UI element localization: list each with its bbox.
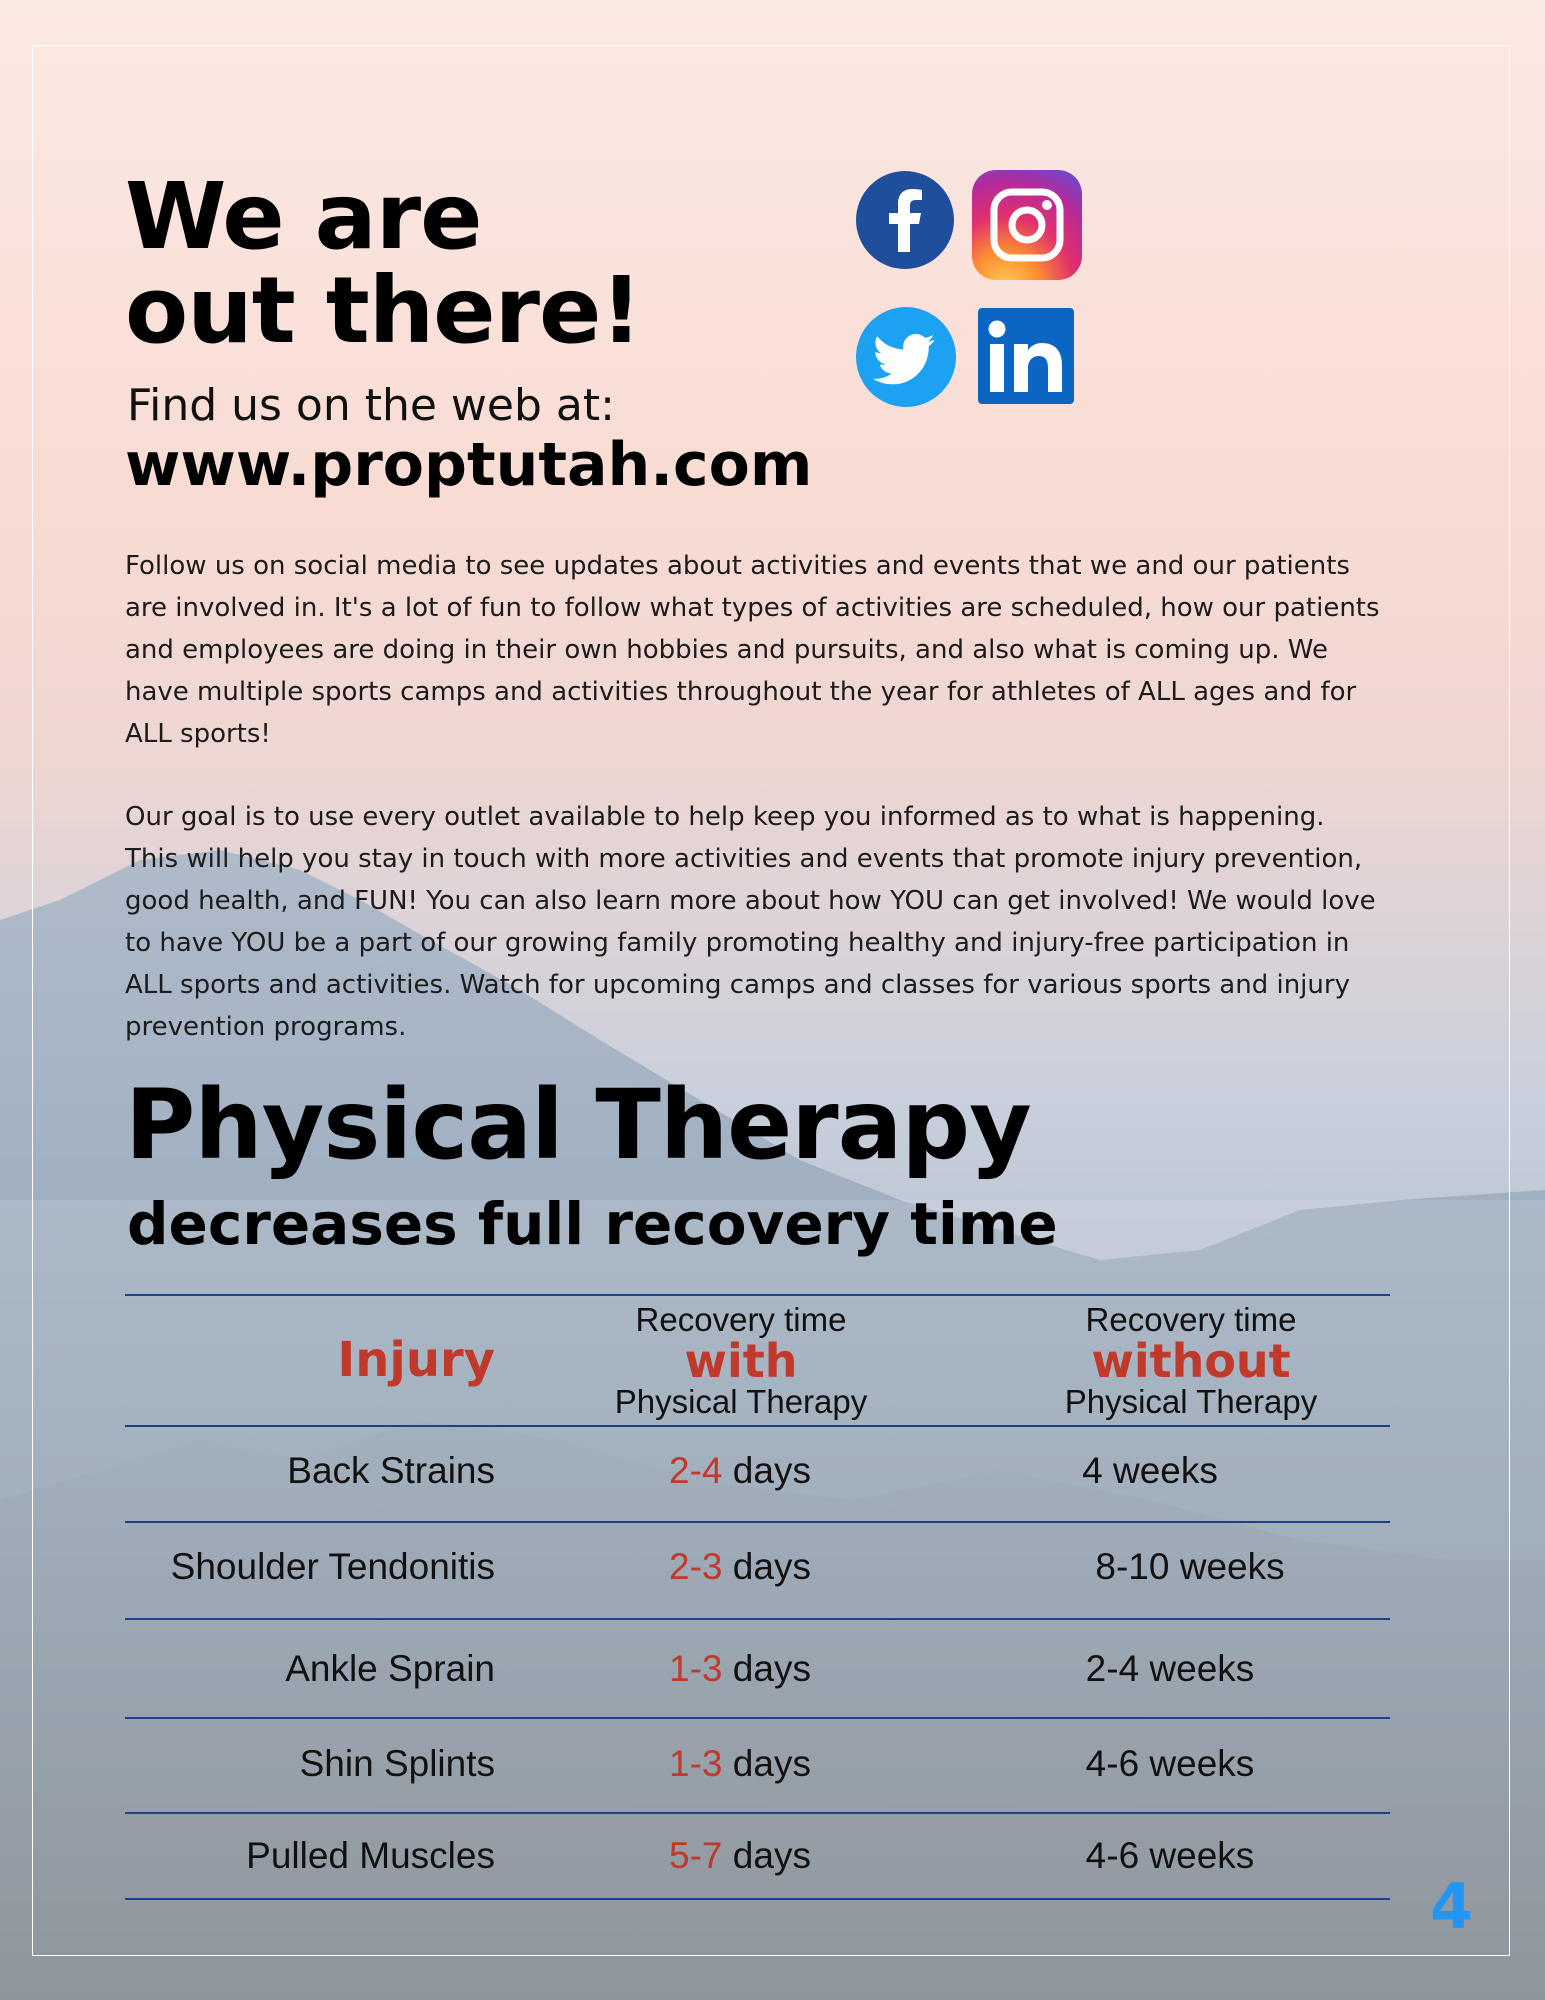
header-without-line2: without: [1091, 1334, 1291, 1388]
header-with-line1: Recovery time: [635, 1301, 847, 1338]
table-cell-with-pt: [520, 1450, 960, 1492]
table-cell-injury: Pulled Muscles: [246, 1835, 495, 1876]
web-label: Find us on the web at:: [127, 380, 615, 431]
with-range: 5-7: [669, 1835, 723, 1876]
table-cell-without-pt: 2-4 weeks: [1085, 1648, 1255, 1689]
table-cell-without-pt: 4 weeks: [1082, 1450, 1218, 1491]
with-unit: days: [732, 1743, 811, 1784]
table-cell-injury: Ankle Sprain: [285, 1648, 495, 1689]
with-range: 2-4: [669, 1450, 723, 1491]
with-range: 2-3: [669, 1546, 723, 1587]
section-title: Physical Therapy: [125, 1069, 1031, 1181]
header-with-line2: with: [684, 1334, 798, 1388]
column-header-injury: Injury: [337, 1332, 495, 1388]
table-rule: [125, 1425, 1390, 1427]
paragraph-social: Follow us on social media to see updates about activities and events that we and our patients are involved in. It's a lot of fun to follow what types of activities are scheduled, how our patients and employees are doing in their own hobbies and pursuits, and also what is coming up. We have multiple sports camps and activities throughout the year for athletes of ALL ages and for ALL sports!: [125, 551, 1380, 749]
with-unit: days: [732, 1546, 811, 1587]
table-cell-with-pt: [520, 1835, 960, 1877]
table-cell-with-pt: [520, 1546, 960, 1588]
twitter-icon[interactable]: [855, 306, 957, 408]
table-rule: [125, 1618, 1390, 1620]
headline-line2: out there!: [125, 257, 642, 364]
header-without-line3: Physical Therapy: [1064, 1383, 1318, 1420]
table-cell-without-pt: 4-6 weeks: [1085, 1835, 1255, 1876]
column-header-with-pt: [521, 1300, 961, 1422]
header-with-line3: Physical Therapy: [614, 1383, 868, 1420]
page-number: 4: [1430, 1870, 1474, 1943]
table-cell-injury: Shin Splints: [299, 1743, 495, 1784]
table-rule: [125, 1521, 1390, 1523]
with-unit: days: [732, 1835, 811, 1876]
table-cell-injury: Back Strains: [287, 1450, 495, 1491]
headline-line1: We are: [125, 163, 482, 270]
with-range: 1-3: [669, 1648, 723, 1689]
website-link[interactable]: www.proptutah.com: [125, 430, 813, 500]
table-cell-with-pt: [520, 1743, 960, 1785]
column-header-without-pt: [971, 1300, 1411, 1422]
table-cell-without-pt: 4-6 weeks: [1085, 1743, 1255, 1784]
linkedin-icon[interactable]: [978, 308, 1074, 404]
headline: [125, 163, 642, 364]
with-unit: days: [732, 1450, 811, 1491]
section-subtitle: decreases full recovery time: [127, 1190, 1058, 1258]
facebook-icon[interactable]: [855, 170, 955, 270]
table-cell-with-pt: [520, 1648, 960, 1690]
table-cell-injury: Shoulder Tendonitis: [170, 1546, 495, 1587]
table-rule: [125, 1812, 1390, 1814]
table-rule: [125, 1717, 1390, 1719]
table-cell-without-pt: 8-10 weeks: [1095, 1546, 1285, 1587]
with-range: 1-3: [669, 1743, 723, 1784]
header-without-line1: Recovery time: [1085, 1301, 1297, 1338]
with-unit: days: [732, 1648, 811, 1689]
table-rule: [125, 1898, 1390, 1900]
instagram-icon[interactable]: [972, 170, 1082, 280]
table-rule: [125, 1294, 1390, 1296]
paragraph-goal: Our goal is to use every outlet available to help keep you informed as to what is happening. This will help you stay in touch with more activities and events that promote injury prevention, good health, and FUN! You can also learn more about how YOU can get involved! We would love to have YOU be a part of our growing family promoting healthy and injury-free participation in ALL sports and activities. Watch for upcoming camps and classes for various sports and injury prevention programs.: [125, 802, 1376, 1042]
